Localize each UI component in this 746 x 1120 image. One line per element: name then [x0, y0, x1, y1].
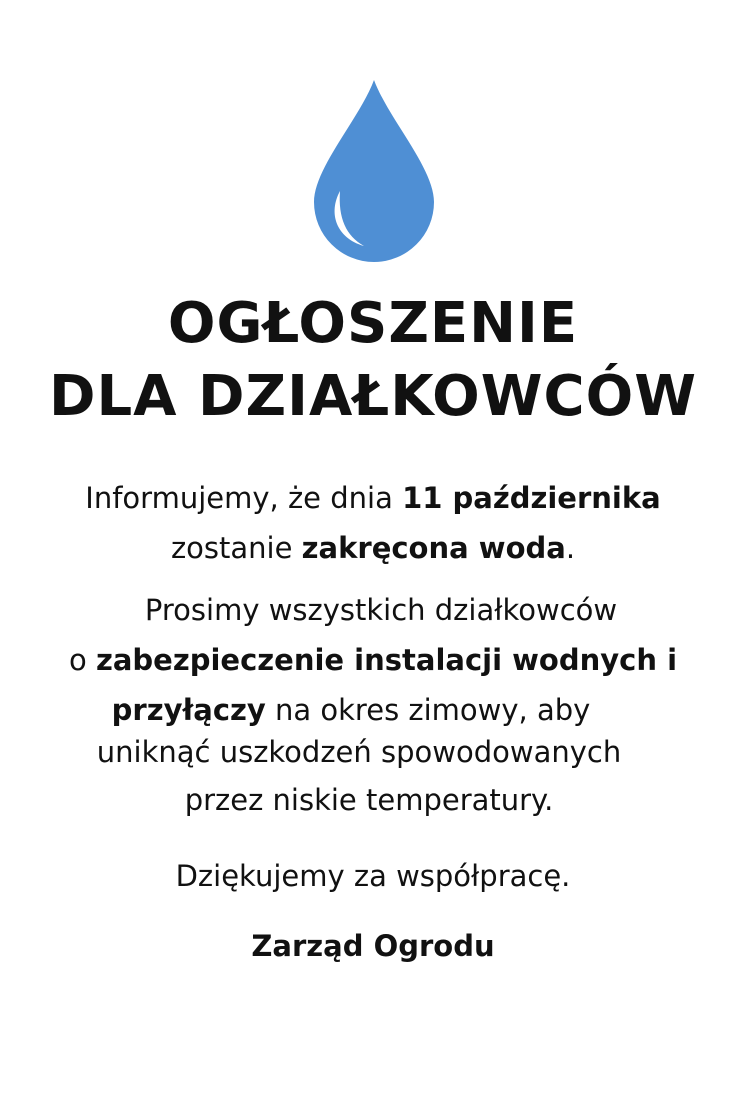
text: . [565, 531, 576, 565]
info-line-1 [0, 481, 746, 515]
request-line-4: uniknąć uszkodzeń spowodowanych [96, 735, 622, 769]
emphasis-text: przyłączy [111, 693, 266, 727]
text: na okres zimowy, aby [265, 693, 591, 727]
emphasis-text: zakręcona woda [301, 531, 566, 565]
request-line-3 [0, 693, 724, 727]
text: zostanie [170, 531, 302, 565]
request-line-1: Prosimy wszystkich działkowców [144, 593, 618, 627]
request-line-2 [0, 643, 746, 677]
thanks-text: Dziękujemy za współpracę. [175, 859, 571, 893]
request-line-5: przez niskie temperatury. [184, 783, 554, 817]
date-text: 11 października [402, 481, 661, 515]
text: Informujemy, że dnia [85, 481, 403, 515]
text: o [68, 643, 96, 677]
title-line-2: DLA DZIAŁKOWCÓW [49, 364, 697, 429]
title-line-1: OGŁOSZENIE [167, 291, 579, 356]
emphasis-text: zabezpieczenie instalacji wodnych i [95, 643, 678, 677]
water-drop-icon [310, 78, 438, 264]
info-line-2 [0, 531, 746, 565]
signature: Zarząd Ogrodu [251, 929, 495, 963]
